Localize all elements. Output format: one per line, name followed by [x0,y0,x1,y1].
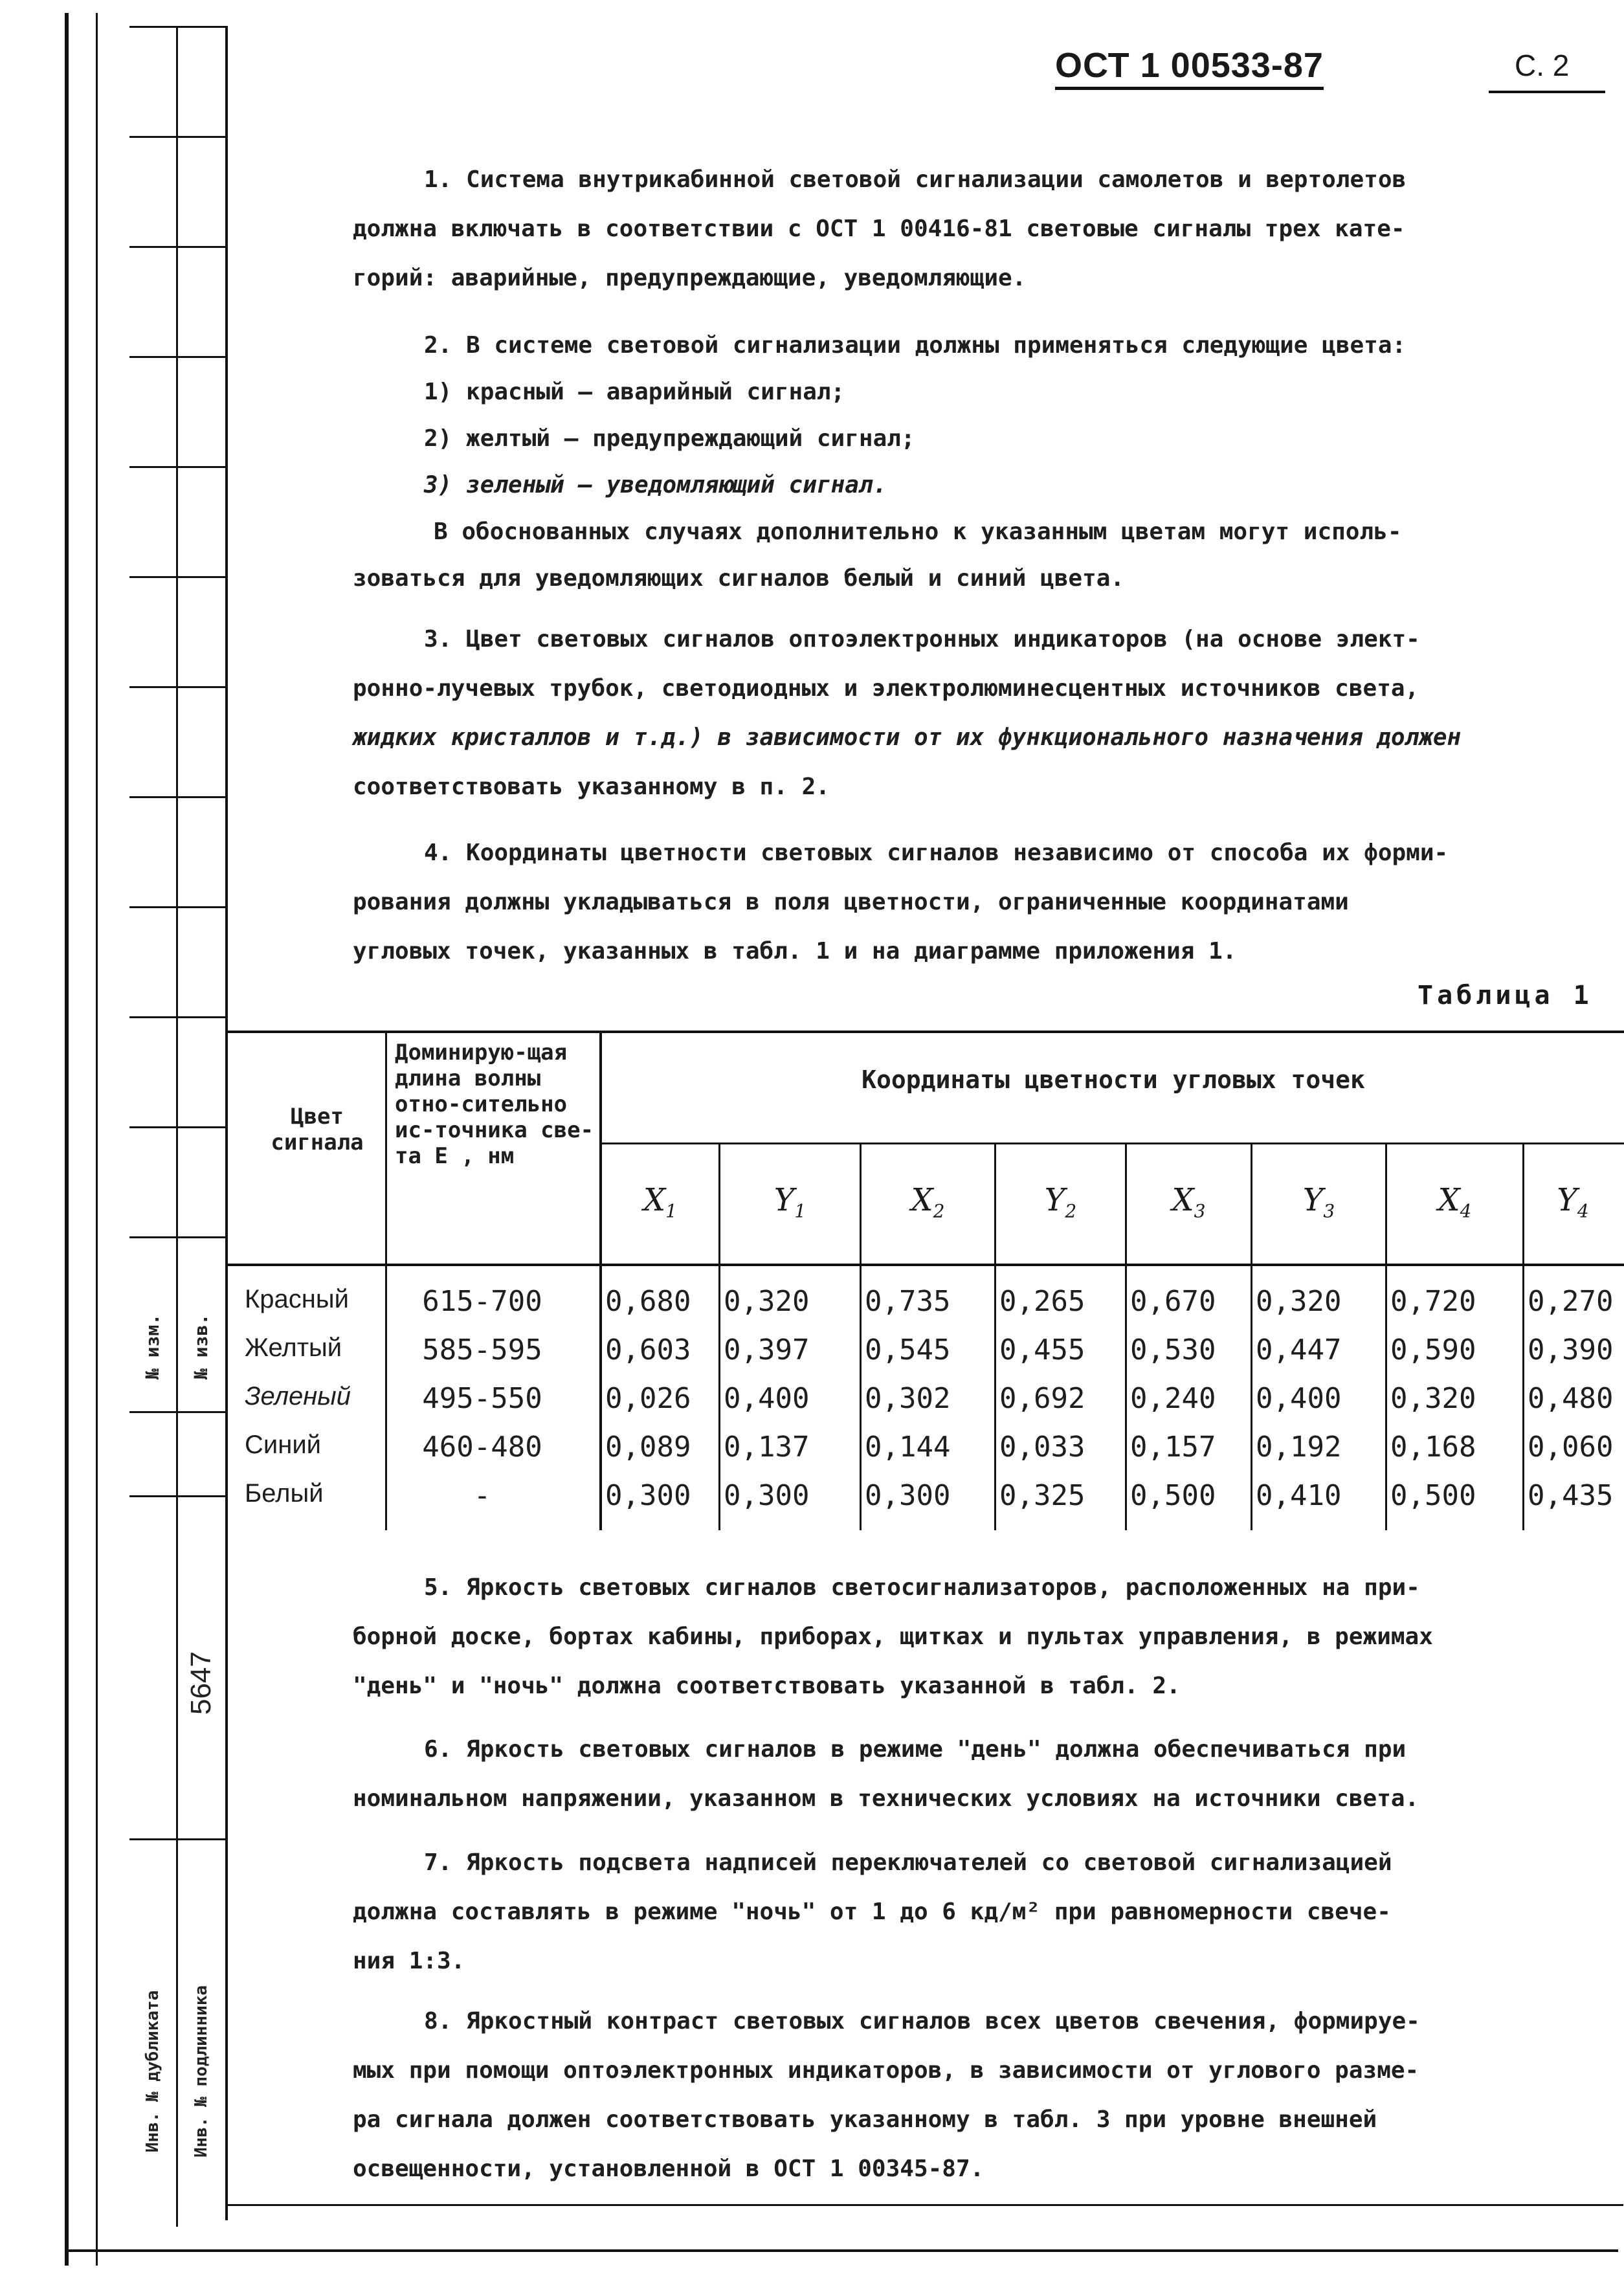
paragraph-7 [353,1838,1596,1986]
table-cell-value: 0,670 [1130,1285,1216,1318]
frame-bottom-line [65,2249,1618,2252]
table-caption: Таблица 1 [1418,981,1593,1010]
list-item-red: 1) красный – аварийный сигнал; [424,379,845,405]
frame-tick [129,136,227,138]
frame-bottom-inner-line [225,2204,1623,2206]
table-cell-value: 0,400 [724,1382,810,1415]
text-line: борной доске, бортах кабины, приборах, щитках и пультах управления, в режимах [353,1623,1433,1650]
coord-sub: 2 [1065,1200,1077,1222]
text-line: угловых точек, указанных в табл. 1 и на диаграмме приложения 1. [353,938,1237,964]
document-code: ОСТ 1 00533-87 [1055,45,1324,90]
page-number: С. 2 [1515,49,1570,82]
table-cell-value: 0,735 [865,1285,951,1318]
table-cell-value: 0,300 [605,1479,691,1512]
table-subhead-line [602,1142,1624,1144]
list-item-yellow: 2) желтый – предупреждающий сигнал; [424,425,915,452]
table-cell-value: 0,320 [1390,1382,1476,1415]
coord-header-y4 [1524,1182,1621,1222]
table-cell-value: 0,302 [865,1382,951,1415]
page-number-underline [1489,91,1605,93]
table-cell-value: 0,447 [1256,1333,1342,1366]
header-coordinates: Координаты цветности угловых точек [862,1065,1365,1094]
coord-sub: 2 [933,1200,945,1222]
coord-header-x4 [1387,1182,1522,1222]
table-cell-value: 0,026 [605,1382,691,1415]
paragraph-8 [353,1997,1596,2194]
table-cell-value: 0,168 [1390,1431,1476,1464]
text-line: должна включать в соответствии с ОСТ 1 00416-81 световые сигналы трех кате- [353,216,1405,242]
frame-tick [129,1411,227,1413]
stamp-no-izm: № изм. [142,1313,164,1379]
text-line: 4. Координаты цветности световых сигналов независимо от способа их форми- [424,840,1449,866]
table-cell-value: 0,680 [605,1285,691,1318]
coord-header-y3 [1252,1182,1385,1222]
frame-tick [129,246,227,248]
text-line: В обоснованных случаях дополнительно к указанным цветам могут исполь- [434,518,1402,545]
coord-letter: X [1172,1182,1194,1218]
paragraph-4 [353,829,1596,976]
table-cell-value: 0,325 [999,1479,1085,1512]
text-line: соответствовать указанному в п. 2. [353,774,830,800]
frame-tick [129,1495,227,1497]
header-color: Цвет сигнала [271,1104,364,1155]
text-line: жидких кристаллов и т.д.) в зависимости от их функционального назначения должен [353,724,1462,751]
table-vline [385,1032,387,1530]
text-line: мых при помощи оптоэлектронных индикаторов, в зависимости от углового разме- [353,2057,1419,2084]
table-cell-value: 0,137 [724,1431,810,1464]
text-line: ра сигнала должен соответствовать указанному в табл. 3 при уровне внешней [353,2106,1377,2133]
paragraph-2 [353,322,1596,602]
table-cell-value: 0,590 [1390,1333,1476,1366]
table-cell-value: 0,692 [999,1382,1085,1415]
text-line: ния 1:3. [353,1948,465,1974]
table-cell-value: 0,320 [1256,1285,1342,1318]
coord-header-x1 [602,1182,718,1222]
frame-tick [129,1236,227,1238]
table-cell-value: 0,265 [999,1285,1085,1318]
table-cell-value: 0,455 [999,1333,1085,1366]
coord-header-x3 [1127,1182,1251,1222]
coord-sub: 3 [1194,1200,1206,1222]
coord-sub: 1 [794,1200,806,1222]
paragraph-6 [353,1725,1596,1823]
text-line: горий: аварийные, предупреждающие, уведомляющие. [353,265,1027,291]
frame-line-main [225,26,228,2220]
table-vline [599,1032,602,1530]
paragraph-1 [353,155,1596,303]
frame-tick [129,466,227,468]
coord-sub: 1 [665,1200,677,1222]
table-cell-value: 0,192 [1256,1431,1342,1464]
table-top-line [225,1031,1624,1033]
header-wavelength: Доминирую-щая длина волны отно-сительно ис-точника све-та E , нм [395,1040,594,1169]
text-line: 2. В системе световой сигнализации должны применяться следующие цвета: [424,332,1407,359]
stamp-inv-podl: Инв. № подлинника [192,1985,212,2158]
text-line: рования должны укладываться в поля цветности, ограниченные координатами [353,889,1349,915]
text-line: ронно-лучевых трубок, светодиодных и электролюминесцентных источников света, [353,675,1419,702]
frame-tick [129,1838,227,1840]
table-cell-value: 0,400 [1256,1382,1342,1415]
frame-line-inner [96,13,98,2266]
table-cell-wavelength: 615-700 [422,1285,542,1318]
table-cell-value: 0,033 [999,1431,1085,1464]
table-cell-color: Красный [245,1285,349,1313]
table-cell-value: 0,500 [1130,1479,1216,1512]
frame-tick [129,576,227,578]
frame-tick [129,686,227,688]
text-line: зоваться для уведомляющих сигналов белый и синий цвета. [353,565,1125,592]
text-line: 8. Яркостный контраст световых сигналов всех цветов свечения, формируе- [424,2008,1420,2034]
paragraph-5 [353,1563,1596,1711]
table-cell-color: Желтый [245,1333,342,1362]
frame-tick [129,356,227,358]
table-cell-value: 0,089 [605,1431,691,1464]
table-cell-value: 0,144 [865,1431,951,1464]
table-cell-wavelength: 460-480 [422,1431,542,1464]
frame-tick [129,796,227,798]
text-line: должна составлять в режиме "ночь" от 1 до 6 кд/м² при равномерности свече- [353,1899,1391,1925]
table-cell-value: 0,410 [1256,1479,1342,1512]
coord-header-x2 [862,1182,994,1222]
table-cell-value: 0,397 [724,1333,810,1366]
table-cell-value: 0,060 [1528,1431,1614,1464]
stamp-inv-dubl: Инв. № дубликата [143,1990,163,2153]
text-line: 1. Система внутрикабинной световой сигнализации самолетов и вертолетов [424,166,1407,193]
frame-tick [129,1126,227,1128]
text-line: номинальном напряжении, указанном в технических условиях на источники света. [353,1785,1419,1812]
text-line: 3. Цвет световых сигналов оптоэлектронных индикаторов (на основе элект- [424,626,1420,652]
table-cell-value: 0,300 [865,1479,951,1512]
text-line: освещенности, установленной в ОСТ 1 00345-87. [353,2156,984,2182]
frame-tick [129,906,227,908]
coord-letter: Y [1044,1182,1065,1218]
paragraph-3 [353,615,1596,812]
frame-tick [129,26,227,28]
coord-sub: 3 [1323,1200,1335,1222]
coord-header-y2 [996,1182,1125,1222]
table-cell-value: 0,157 [1130,1431,1216,1464]
text-line: 6. Яркость световых сигналов в режиме "день" должна обеспечиваться при [424,1736,1407,1763]
table-cell-value: 0,530 [1130,1333,1216,1366]
frame-line-outer [65,13,69,2266]
text-line: 5. Яркость световых сигналов светосигнализаторов, расположенных на при- [424,1574,1420,1601]
table-cell-color: Белый [245,1479,324,1508]
table-cell-value: 0,500 [1390,1479,1476,1512]
stamp-inv-number: 5647 [185,1651,217,1715]
text-line: "день" и "ночь" должна соответствовать указанной в табл. 2. [353,1673,1181,1699]
table-cell-value: 0,300 [724,1479,810,1512]
table-cell-wavelength: - [473,1479,491,1512]
table-cell-color: Синий [245,1431,322,1459]
coord-letter: X [643,1182,666,1218]
table-head-bottom-line [225,1264,1624,1266]
coord-sub: 4 [1460,1200,1472,1222]
table-cell-wavelength: 585-595 [422,1333,542,1366]
list-item-green: 3) зеленый – уведомляющий сигнал. [424,472,887,498]
coord-letter: Y [1557,1182,1577,1218]
coord-sub: 4 [1577,1200,1589,1222]
table-cell-color: Зеленый [245,1382,351,1410]
table-cell-value: 0,240 [1130,1382,1216,1415]
coord-header-y1 [720,1182,860,1222]
text-line: 7. Яркость подсвета надписей переключателей со световой сигнализацией [424,1849,1392,1876]
table-cell-value: 0,603 [605,1333,691,1366]
frame-tick [129,1016,227,1018]
coord-letter: X [1438,1182,1460,1218]
stamp-no-izv: № изв. [190,1313,212,1379]
table-cell-value: 0,320 [724,1285,810,1318]
table-cell-wavelength: 495-550 [422,1382,542,1415]
table-cell-value: 0,480 [1528,1382,1614,1415]
coord-letter: X [911,1182,933,1218]
table-cell-value: 0,390 [1528,1333,1614,1366]
table-cell-value: 0,270 [1528,1285,1614,1318]
table-cell-value: 0,545 [865,1333,951,1366]
table-cell-value: 0,435 [1528,1479,1614,1512]
coord-letter: Y [773,1182,795,1218]
table-cell-value: 0,720 [1390,1285,1476,1318]
coord-letter: Y [1302,1182,1324,1218]
